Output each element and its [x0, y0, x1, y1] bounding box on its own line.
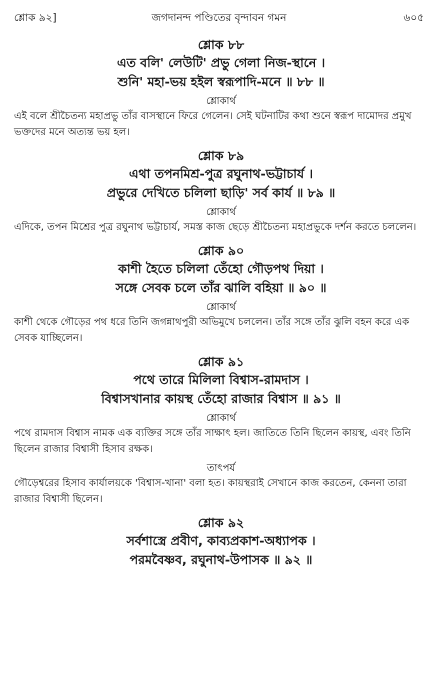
verse-line: সঙ্গে সেবক চলে তাঁর ঝালি বহিয়া ॥ ৯০ ॥: [115, 280, 327, 295]
translation-label: শ্লোকার্থ: [206, 302, 236, 313]
page-content: [14, 34, 428, 569]
running-header: [14, 8, 424, 28]
translation-text: এদিকে, তপন মিশ্রের পুত্র রঘুনাথ ভট্টাচার্য, সমস্ত কাজ ছেড়ে শ্রীচৈতন্য মহাপ্রভুকে দর্শন করতে চললেন।: [14, 222, 417, 233]
purport-label: তাৎপর্য: [206, 463, 236, 474]
header-chapter-title: জগদানন্দ পণ্ডিতের বৃন্দাবন গমন: [151, 12, 287, 24]
page-number: ৬০৫: [403, 12, 424, 24]
header-verse-ref: শ্লোক ৯২]: [14, 12, 57, 24]
verse-line: প্রভুরে দেখিতে চলিলা ছাড়ি' সর্ব কার্য ॥ ৮৯ ॥: [106, 185, 336, 200]
verse-line: পথে তারে মিলিলা বিশ্বাস-রামদাস ।: [133, 372, 309, 387]
purport-text: গৌড়েশ্বরের হিসাব কার্যালয়কে 'বিশ্বাস-খানা' বলা হত। কায়স্থরাই সেখানে কাজ করতেন, কেননা তারা রাজার বিশ্বাসী ছিলেন।: [14, 478, 407, 505]
translation-label: শ্লোকার্থ: [206, 413, 236, 424]
verse-line: সর্বশাস্ত্রে প্রবীণ, কাব্যপ্রকাশ-অধ্যাপক ।: [126, 533, 316, 548]
verse-line: বিশ্বাসখানার কায়স্থ তেঁহো রাজার বিশ্বাস ॥ ৯১ ॥: [101, 391, 341, 406]
verse-line: শুনি' মহা-ভয় হইল স্বরূপাদি-মনে ॥ ৮৮ ॥: [117, 74, 325, 89]
translation-text: পথে রামদাস বিশ্বাস নামক এক ব্যক্তির সঙ্গে তাঁর সাক্ষাৎ হল। জাতিতে তিনি ছিলেন কায়স্থ, এবং তিনি ছিলেন রাজার বিশ্বাসী হিসাব রক্ষক।: [14, 428, 411, 455]
translation-label: শ্লোকার্থ: [206, 96, 236, 107]
verse-number: শ্লোক ৯০: [197, 243, 245, 258]
verse-number: শ্লোক ৯১: [197, 354, 245, 369]
verse-line: কাশী হৈতে চলিলা তেঁহো গৌড়পথ দিয়া ।: [118, 261, 324, 276]
verse-line: এথা তপনমিশ্র-পুত্র রঘুনাথ-ভট্টাচার্য ।: [129, 166, 313, 181]
translation-text: কাশী থেকে গৌড়ের পথ ধরে তিনি জগন্নাথপুরী অভিমুখে চললেন। তাঁর সঙ্গে তাঁর ঝুলি বহন করে এক সেবক যাচ্ছিলেন।: [14, 317, 410, 344]
verse-number: শ্লোক ৯২: [197, 515, 245, 530]
verse-line: পরমবৈষ্ণব, রঘুনাথ-উপাসক ॥ ৯২ ॥: [129, 552, 313, 567]
verse-number: শ্লোক ৮৮: [197, 37, 245, 52]
translation-text: এই বলে শ্রীচৈতন্য মহাপ্রভু তাঁর বাসস্থানে ফিরে গেলেন। সেই ঘটনাটির কথা শুনে স্বরূপ দামোদর প্রমুখ ভক্তদের মনে অত্যন্ত ভয় হল।: [14, 111, 412, 138]
verse-number: শ্লোক ৮৯: [197, 148, 245, 163]
verse-line: এত বলি' লেউটি' প্রভু গেলা নিজ-স্থানে ।: [116, 55, 326, 70]
translation-label: শ্লোকার্থ: [206, 207, 236, 218]
